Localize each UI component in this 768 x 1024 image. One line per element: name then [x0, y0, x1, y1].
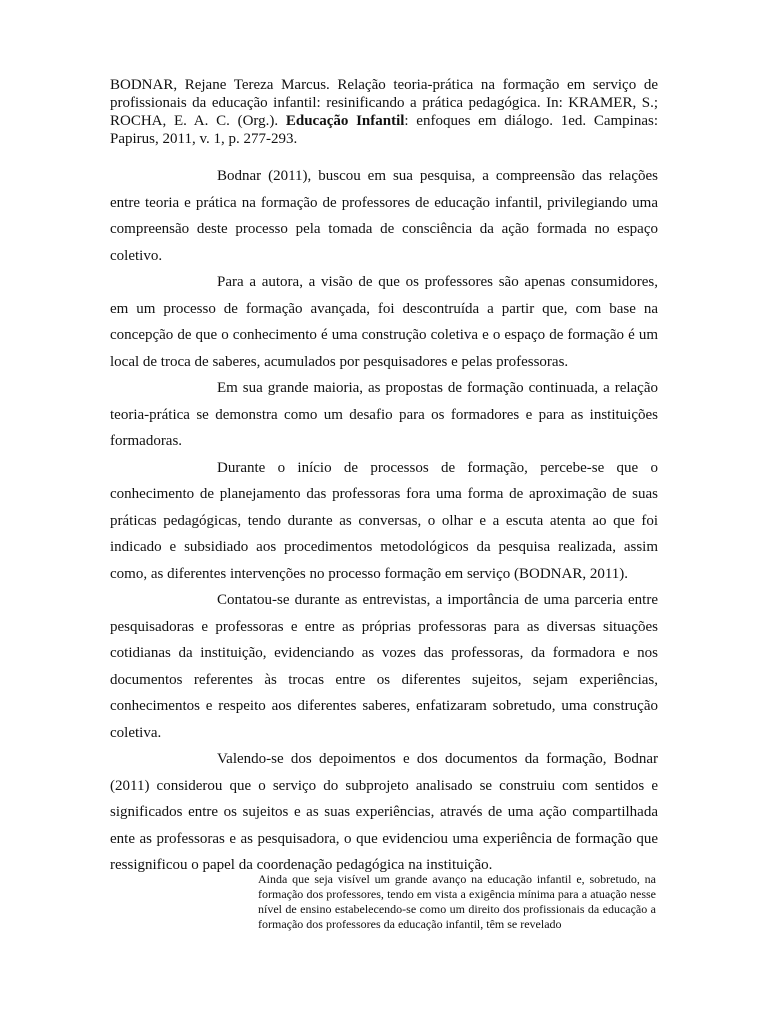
body-text	[110, 163, 658, 879]
reference-text: BODNAR, Rejane Tereza Marcus. Relação teoria-prática na formação em serviço de profissionais da educação infantil: resinificando a prática pedagógica. In: KRAMER, S.; ROCHA, E. A. C. (Org.).	[110, 77, 658, 129]
paragraph-6: Valendo-se dos depoimentos e dos documentos da formação, Bodnar (2011) considerou que o serviço do subprojeto analisado se construiu com sentidos e significados entre os sujeitos e as suas experiências, através de uma ação compartilhada ente as professoras e as pesquisadora, o que evidenciou uma experiência de formação que ressignificou o papel da coordenação pedagógica na instituição.	[110, 751, 658, 873]
reference-text-end: : enfoques em diálogo. 1ed. Campinas: Papirus, 2011, v. 1, p. 277-293.	[110, 113, 658, 147]
reference-book-title: Educação Infantil	[285, 113, 405, 129]
paragraph-4: Durante o início de processos de formação, percebe-se que o conhecimento de planejamento das professoras fora uma forma de aproximação de suas práticas pedagógicas, tendo durante as conversas, o olhar e a escuta atenta ao que foi indicado e subsidiado aos procedimentos metodológicos da pesquisa realizada, assim como, as diferentes intervenções no processo formação em serviço (BODNAR, 2011).	[110, 459, 658, 582]
bibliographic-reference	[110, 76, 658, 148]
paragraph-1: Bodnar (2011), buscou em sua pesquisa, a compreensão das relações entre teoria e prática na formação de professores de educação infantil, privilegiando uma compreensão deste processo pela tomada de consciência da ação formada no espaço coletivo.	[110, 168, 658, 264]
paragraph-5: Contatou-se durante as entrevistas, a importância de uma parceria entre pesquisadoras e professoras e entre as próprias professoras para as diversas situações cotidianas da instituição, evidenciando as vozes das professoras, da formadora e nos documentos referentes às trocas entre os diferentes sujeitos, sejam experiências, conhecimentos e respeito aos diferentes saberes, enfatizaram sobretudo, uma construção coletiva.	[110, 592, 658, 741]
paragraph-2: Para a autora, a visão de que os professores são apenas consumidores, em um processo de formação avançada, foi descontruída a partir que, com base na concepção de que o conhecimento é uma construção coletiva e o espaço de formação é um local de troca de saberes, acumulados por pesquisadores e pelas professoras.	[110, 274, 658, 370]
block-quote: Ainda que seja visível um grande avanço na educação infantil e, sobretudo, na formação dos professores, tendo em vista a exigência mínima para a atuação nesse nível de ensino estabelecendo-se como um direito dos profissionais da educação a formação dos professores da educação infantil, têm se revelado	[258, 872, 656, 931]
paragraph-3: Em sua grande maioria, as propostas de formação continuada, a relação teoria-prática se demonstra como um desafio para os formadores e para as instituições formadoras.	[110, 380, 658, 449]
